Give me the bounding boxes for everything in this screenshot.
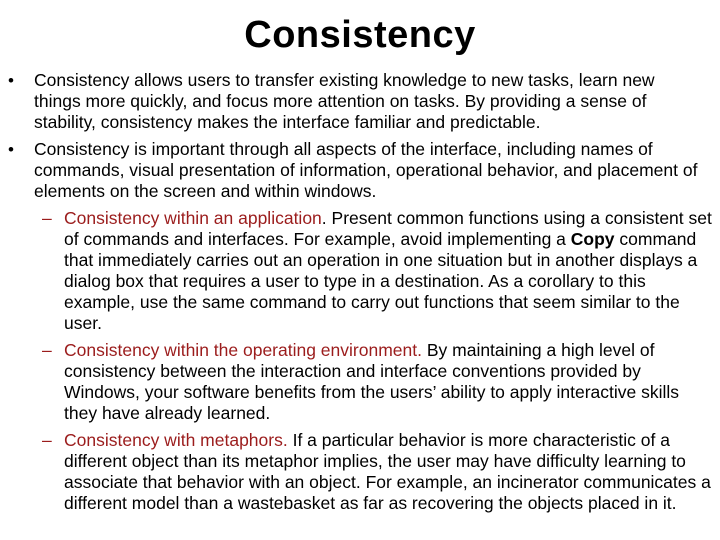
sub-bullet-body-continued: command that immediately carries out an operation in one situation but in another displays a dialog box that requires a user to type in a destination. As a corollary to this example, use the same command to carry out functions that seem similar to the user. xyxy=(64,229,698,333)
bullet-text: Consistency allows users to transfer existing knowledge to new tasks, learn new things more quickly, and focus more attention on tasks. By providing a sense of stability, consistency makes the interface familiar and predictable. xyxy=(34,70,655,132)
bullet-marker: • xyxy=(8,140,14,159)
sub-bullet-marker: – xyxy=(42,208,52,228)
sub-bullet-body: By maintaining a high level of consistency between the interaction and interface conventions provided by Windows, your software benefits from the users’ ability to apply interactive skills they have already learned. xyxy=(64,340,680,423)
sub-bullet-marker: – xyxy=(42,430,52,450)
bullet-item xyxy=(8,139,706,202)
bullet-item xyxy=(8,70,706,133)
sub-bullet-item xyxy=(42,430,714,514)
sub-bullet-item xyxy=(42,340,714,424)
slide-content xyxy=(0,70,720,520)
sub-bullet-body: . Present common functions using a consistent set of commands and interfaces. For example, avoid implementing a xyxy=(64,208,712,249)
sub-bullet-bold-word: Copy xyxy=(570,229,615,249)
sub-bullet-heading: Consistency within an application xyxy=(64,208,322,228)
sub-bullet-heading: Consistency with metaphors. xyxy=(64,430,288,450)
slide-title: Consistency xyxy=(244,14,476,56)
bullet-text: Consistency is important through all aspects of the interface, including names of commands, visual presentation of information, operational behavior, and placement of elements on the screen and within windows. xyxy=(34,139,698,201)
sub-bullet-heading: Consistency within the operating environment. xyxy=(64,340,422,360)
bullet-marker: • xyxy=(8,71,14,90)
sub-bullet-marker: – xyxy=(42,340,52,360)
sub-bullet-body: If a particular behavior is more characteristic of a different object than its metaphor implies, the user may have difficulty learning to associate that behavior with an object. For example, an incinerator communicates a different model than a wastebasket as far as recovering the objects placed in it. xyxy=(64,430,711,513)
sub-bullet-item xyxy=(42,208,714,334)
